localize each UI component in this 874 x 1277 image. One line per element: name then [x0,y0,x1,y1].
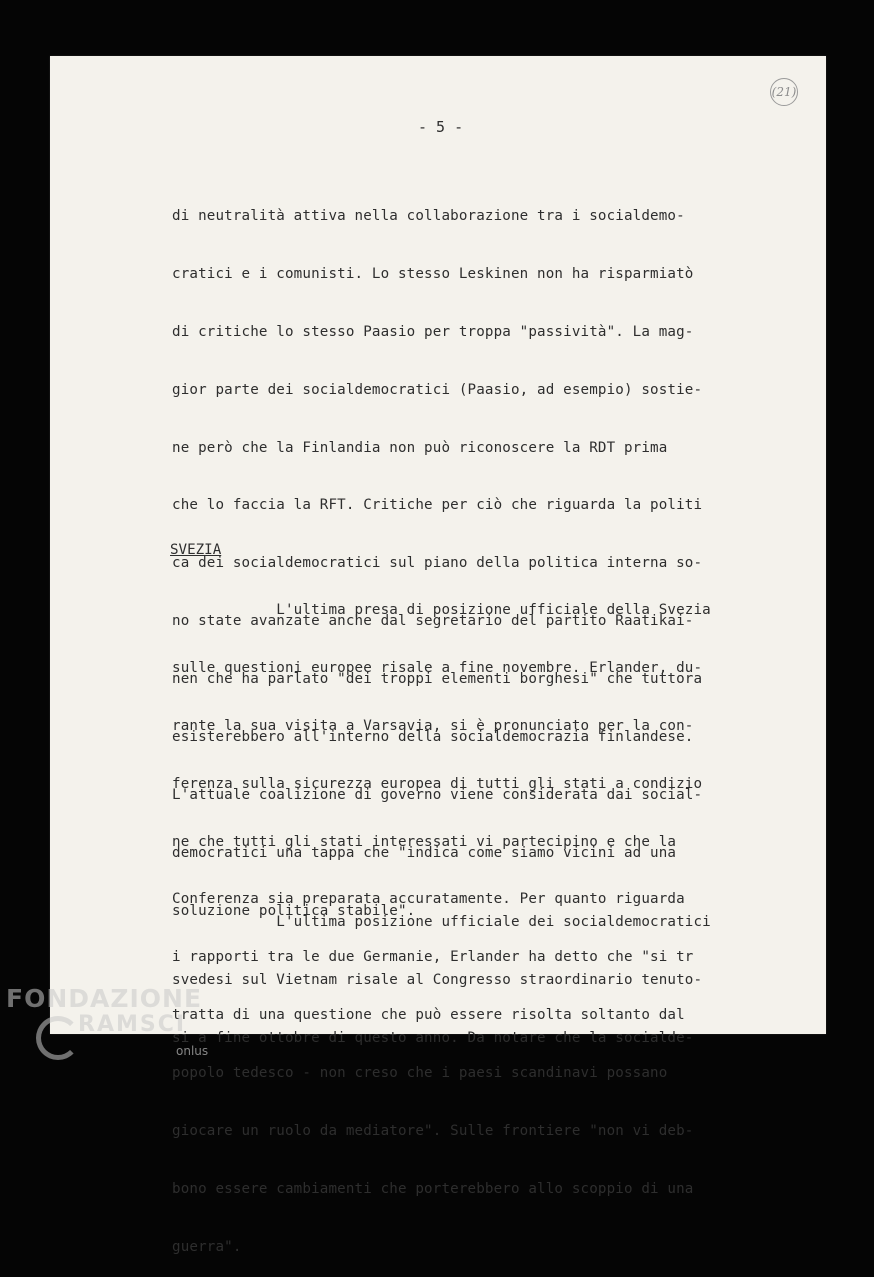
text-line: di critiche lo stesso Paasio per troppa "passività". La mag- [172,323,694,340]
text-line: nen che ha parlato "dei troppi elementi borghesi" che tuttora [172,671,703,688]
watermark-line3: onlus [176,1044,209,1058]
text-line: democratici una tappa che "indica come siamo vicini ad una [172,844,677,861]
text-line: gior parte dei socialdemocratici (Paasio, ad esempio) sostie- [172,381,703,398]
text-line: tratta di una questione che può essere risolta soltanto dal [172,1007,685,1024]
watermark-line1: FONDAZIONE [6,984,203,1013]
text-line: popolo tedesco - non creso che i paesi scandinavi possano [172,1065,668,1082]
text-line: i rapporti tra le due Germanie, Erlander ha detto che "si tr [172,949,694,966]
text-line: ferenza sulla sicurezza europea di tutti gli stati a condizio [172,775,703,792]
section-heading-svezia: SVEZIA [170,542,222,558]
text-line: soluzione politica stabile". [172,902,416,919]
text-line: no state avanzate anche dal segretario del partito Raatikai- [172,613,694,630]
fondazione-gramsci-watermark [6,980,226,1080]
text-line: L'attuale coalizione di governo viene considerata dai social- [172,786,703,803]
gramsci-logo-icon [36,1016,80,1060]
text-line: rante la sua visita a Varsavia, si è pronunciato per la con- [172,717,694,734]
text-line: esisterebbero all'interno della socialdemocrazia finlandese. [172,729,694,746]
text-line: ne però che la Finlandia non può riconoscere la RDT prima [172,439,668,456]
page-number: - 5 - [418,118,464,136]
text-line: bono essere cambiamenti che porterebbero allo scoppio di una [172,1180,694,1197]
folio-stamp: (21) [770,78,798,106]
text-line: ne che tutti gli stati interessati vi partecipino e che la [172,833,677,850]
text-line: di neutralità attiva nella collaborazione tra i socialdemo- [172,208,685,224]
text-line: ca dei socialdemocratici sul piano della politica interna so- [172,555,703,572]
text-line: giocare un ruolo da mediatore". Sulle frontiere "non vi deb- [172,1123,694,1140]
text-line: cratici e i comunisti. Lo stesso Leskinen non ha risparmiatò [172,265,694,282]
text-line: svedesi sul Vietnam risale al Congresso straordinario tenuto- [172,971,703,988]
text-line: Conferenza sia preparata accuratamente. Per quanto riguarda [172,891,685,908]
text-line: sulle questioni europee risale a fine novembre. Erlander, du- [172,659,703,676]
text-line: guerra". [172,1238,242,1255]
text-line: L'ultima posizione ufficiale dei socialdemocratici [172,914,711,930]
text-line: si a fine ottobre di questo anno. Da notare che la socialde- [172,1029,694,1046]
text-line: L'ultima presa di posizione ufficiale della Svezia [172,602,711,618]
paragraph-sweden-vietnam [172,878,732,1068]
text-line: che lo faccia la RFT. Critiche per ciò che riguarda la politi [172,497,703,514]
watermark-line2: RAMSCI [78,1012,187,1037]
